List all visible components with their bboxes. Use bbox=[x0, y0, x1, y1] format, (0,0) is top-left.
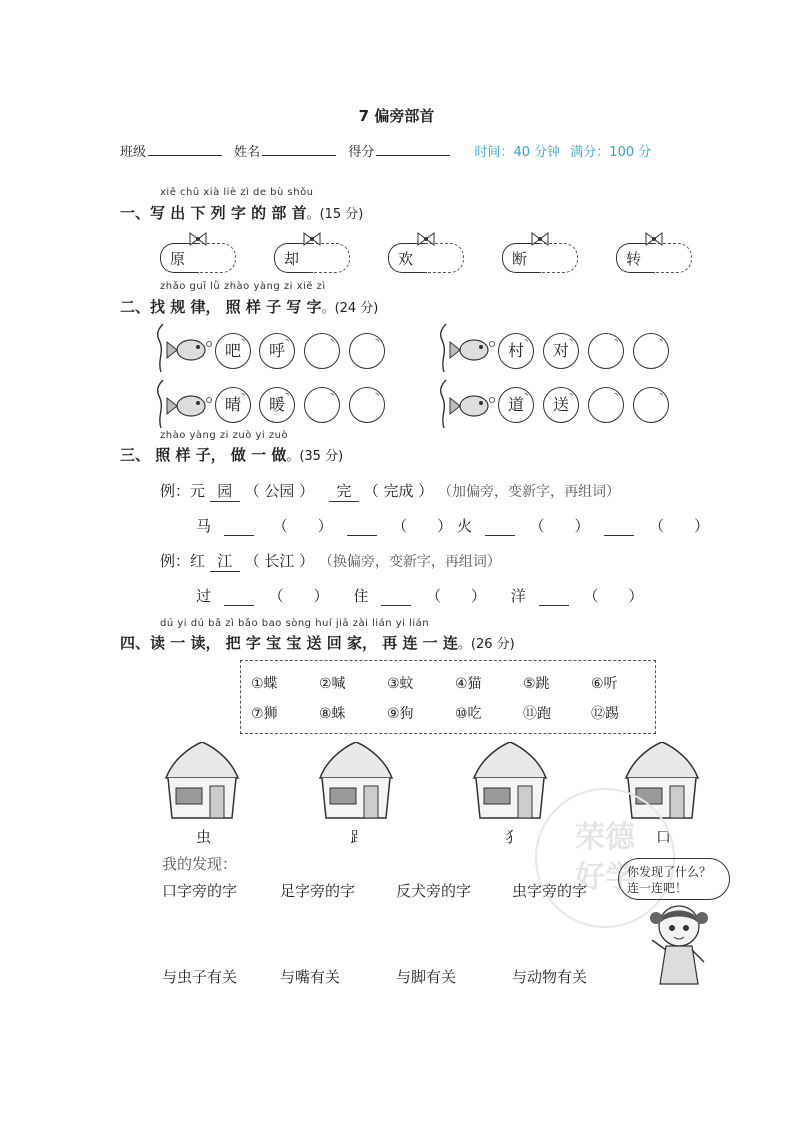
word-item[interactable]: ⑥听 bbox=[591, 676, 618, 692]
answer-bubble[interactable] bbox=[349, 387, 385, 423]
word-item[interactable]: ⑦狮 bbox=[251, 706, 278, 722]
meaning-item[interactable]: 与脚有关 bbox=[396, 968, 457, 986]
mushroom-house-icon bbox=[470, 742, 550, 822]
word-item[interactable]: ③蚊 bbox=[387, 676, 414, 692]
fish-icon bbox=[155, 378, 215, 430]
s4-pinyin: dú yi dú bǎ zì bǎo bao sòng huí jiā zài lián yi lián bbox=[160, 618, 430, 629]
word-item[interactable]: ②喊 bbox=[319, 676, 346, 692]
s3-example-2: 例：红 江 （ 长江 ） （换偏旁，变新字，再组词） bbox=[160, 552, 501, 570]
s3-title: 三、 照 样 子， 做 一 做。(35 分) bbox=[120, 446, 344, 464]
s3-pinyin: zhào yàng zi zuò yi zuò bbox=[160, 430, 289, 441]
fish-icon bbox=[438, 322, 498, 374]
radical-bubble bbox=[388, 243, 464, 271]
class-label: 班级 bbox=[120, 145, 147, 160]
student-info-line bbox=[120, 141, 651, 160]
bubble-char: 道 bbox=[498, 387, 534, 423]
page-title: 7 偏旁部首 bbox=[358, 107, 435, 125]
s4-title: 四、读 一 读， 把 字 宝 宝 送 回 家， 再 连 一 连。(26 分) bbox=[120, 634, 515, 652]
radical-bubble bbox=[274, 243, 350, 271]
name-label: 姓名 bbox=[234, 145, 261, 160]
bubble-char: 晴 bbox=[215, 387, 251, 423]
time-label: 时间：40 分钟 bbox=[474, 145, 561, 160]
s3-row-1: 马 （ ） （ ） 火 （ ） （ ） bbox=[196, 517, 710, 535]
s3-example-1: 例：元 园 （ 公园 ） 完 （ 完成 ） （加偏旁，变新字，再组词） bbox=[160, 482, 621, 500]
answer-bubble[interactable] bbox=[304, 333, 340, 369]
s1-char: 转 bbox=[626, 250, 642, 268]
girl-cartoon-icon bbox=[644, 900, 714, 990]
mushroom-house-icon bbox=[316, 742, 396, 822]
answer-bubble[interactable] bbox=[633, 387, 669, 423]
answer-blank[interactable] bbox=[224, 517, 254, 536]
answer-blank[interactable] bbox=[347, 517, 377, 536]
bubble-char: 吧 bbox=[215, 333, 251, 369]
answer-blank[interactable] bbox=[539, 587, 569, 606]
s1-char: 却 bbox=[284, 250, 300, 268]
meaning-item[interactable]: 与嘴有关 bbox=[280, 968, 341, 986]
mushroom-house-icon bbox=[162, 742, 242, 822]
answer-blank[interactable] bbox=[224, 587, 254, 606]
s1-title: 一、写 出 下 列 字 的 部 首。(15 分) bbox=[120, 204, 364, 222]
word-item[interactable]: ⑪跑 bbox=[523, 706, 551, 722]
fish-icon bbox=[155, 322, 215, 374]
answer-bubble[interactable] bbox=[588, 333, 624, 369]
bow-icon bbox=[530, 232, 550, 246]
radical-category[interactable]: 口字旁的字 bbox=[162, 882, 238, 900]
bubble-char: 呼 bbox=[259, 333, 295, 369]
word-item[interactable]: ⑫踢 bbox=[591, 706, 619, 722]
name-blank[interactable] bbox=[262, 143, 336, 156]
house-radical: 口 bbox=[656, 828, 672, 846]
s3-row-2: 过 （ ） 住 （ ） 洋 （ ） bbox=[196, 587, 644, 605]
radical-bubble bbox=[502, 243, 578, 271]
answer-blank[interactable] bbox=[604, 517, 634, 536]
word-item[interactable]: ⑧蛛 bbox=[319, 706, 346, 722]
radical-category[interactable]: 足字旁的字 bbox=[280, 882, 356, 900]
s2-pinyin: zhǎo guī lǜ zhào yàng zi xiě zì bbox=[160, 281, 326, 292]
word-item[interactable]: ⑨狗 bbox=[387, 706, 414, 722]
score-label: 得分 bbox=[348, 145, 375, 160]
watermark-stamp: 荣德 好学 bbox=[535, 788, 675, 928]
s1-char: 欢 bbox=[398, 250, 414, 268]
answer-blank[interactable] bbox=[381, 587, 411, 606]
full-score-label: 满分：100 分 bbox=[570, 145, 652, 160]
radical-category[interactable]: 反犬旁的字 bbox=[396, 882, 472, 900]
word-item[interactable]: ①蝶 bbox=[251, 676, 278, 692]
answer-blank[interactable] bbox=[485, 517, 515, 536]
radical-category[interactable]: 虫字旁的字 bbox=[512, 882, 588, 900]
answer-bubble[interactable] bbox=[304, 387, 340, 423]
word-box bbox=[240, 660, 656, 734]
word-item[interactable]: ⑩吃 bbox=[455, 706, 482, 722]
discovery-label: 我的发现： bbox=[162, 855, 238, 873]
s1-pinyin: xiě chū xià liè zì de bù shǒu bbox=[160, 187, 314, 198]
answer-bubble[interactable] bbox=[349, 333, 385, 369]
bow-icon bbox=[644, 232, 664, 246]
bubble-char: 村 bbox=[498, 333, 534, 369]
bow-icon bbox=[416, 232, 436, 246]
answer-bubble[interactable] bbox=[633, 333, 669, 369]
s1-char: 断 bbox=[512, 250, 528, 268]
fish-icon bbox=[438, 378, 498, 430]
word-item[interactable]: ⑤跳 bbox=[523, 676, 550, 692]
house-radical: 虫 bbox=[196, 828, 212, 846]
s2-title: 二、找 规 律， 照 样 子 写 字。(24 分) bbox=[120, 298, 379, 316]
answer-bubble[interactable] bbox=[588, 387, 624, 423]
bubble-char: 对 bbox=[543, 333, 579, 369]
bow-icon bbox=[302, 232, 322, 246]
radical-bubble bbox=[616, 243, 692, 271]
bow-icon bbox=[188, 232, 208, 246]
meaning-item[interactable]: 与虫子有关 bbox=[162, 968, 238, 986]
word-item[interactable]: ④猫 bbox=[455, 676, 482, 692]
s1-char: 原 bbox=[170, 250, 186, 268]
bubble-char: 送 bbox=[543, 387, 579, 423]
house-radical: 犭 bbox=[505, 828, 521, 846]
speech-bubble: 你发现了什么？ 连一连吧！ bbox=[618, 858, 730, 900]
class-blank[interactable] bbox=[148, 143, 222, 156]
house-radical: ⻊ bbox=[350, 828, 366, 846]
score-blank[interactable] bbox=[376, 143, 450, 156]
bubble-char: 暖 bbox=[259, 387, 295, 423]
radical-bubble bbox=[160, 243, 236, 271]
meaning-item[interactable]: 与动物有关 bbox=[512, 968, 588, 986]
